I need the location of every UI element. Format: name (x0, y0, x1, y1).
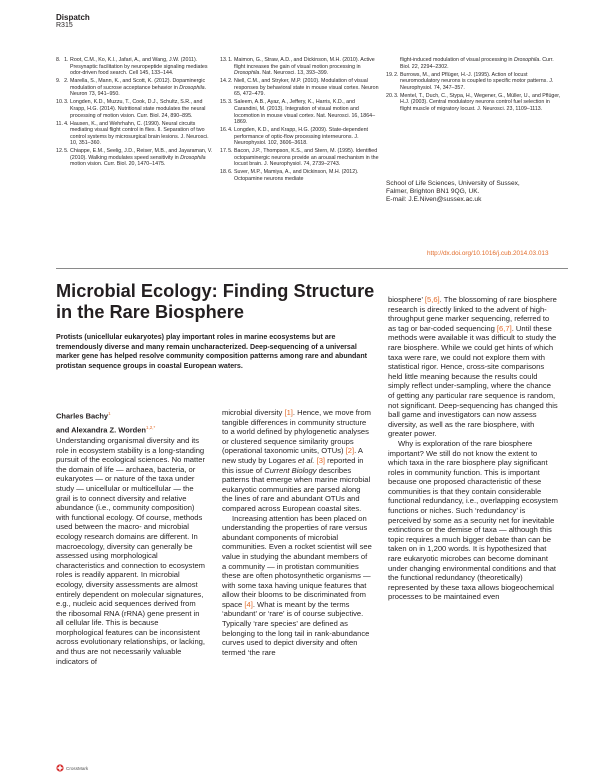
body-paragraph: microbial diversity [1]. Hence, we move from tangible differences in community structure to a world defined by phylogenetic analyses or clustered sequence similarity groups (operational taxonomic units, OTUs) [2]. A new study by Logares et al. [3] reported in this issue of Current Biology describes patterns that emerge when marine microbial eukaryotic communities are parsed along the lines of rare and abundant OTUs and compared across European coastal sites. (222, 408, 371, 513)
article-abstract: Protists (unicellular eukaryotes) play important roles in marine ecosystems but are tremendously diverse and many remain uncharacterized. Deep-sequencing of a universal marker gene has helped resolve community composition patterns among rare and abundant protistan sequence groups in coastal European waters. (56, 333, 368, 370)
citation-link[interactable]: [2] (345, 446, 355, 456)
citation-link[interactable]: [6,7] (496, 323, 512, 333)
reference-item: 5. 12. Chiappe, E.M., Seelig, J.D., Reiser, M.B., and Jayaraman, V. (2010). Walking modulates speed sensitivity in Drosophila motion vision. Curr. Biol. 20, 1470–1475. (70, 148, 216, 168)
body-paragraph: Understanding organismal diversity and its role in ecosystem stability is a long-standing pursuit of the ecological sciences. No matter the domain of life — archaea, bacteria, or eukaryotes — or nature of the taxa under study — unicellular or multicellular — the grail is to connect diversity and relative abundance (i.e., community composition) with functional ecology. Of course, methods used between the macro- and microbial ecology research domains are different. In macroecology, diversity can generally be assessed using morphological characteristics and connection to ecosystem roles is readily apparent. In microbial ecology, diversity assessments are almost entirely dependent on molecular signatures, e.g., nucleic acid sequences derived from the ribosomal RNA (rRNA) gene present in all cellular life. This is because morphological features can be inconsistent across evolutionary relationships, or lacking, and thus are not necessarily valuable indicators of (56, 436, 205, 666)
reference-item: 3. 20. Mentel, T., Duch, C., Stypa, H., Wegener, G., Müller, U., and Pflüger, H.J. (2003). Central modulatory neurons control fuel selection in flight muscle of migratory locust. J. Neurosci. 23, 1109–1113. (400, 93, 562, 113)
reference-item: 2. 19. Burrows, M., and Pflüger, H.-J. (1995). Action of locust neuromodulatory neurons is coupled to specific motor patterns. J. Neurophysiol. 74, 347–357. (400, 72, 562, 92)
reference-item: 2. 14. Niell, C.M., and Stryker, M.P. (2010). Modulation of visual responses by behavioral state in mouse visual cortex. Neuron 65, 472–479. (234, 78, 380, 98)
author-list (56, 408, 155, 435)
body-paragraph: Why is exploration of the rare biosphere important? We still do not know the extent to which taxa in the rare biosphere play significant roles in community function. This is important because one proposed characteristic of these communities is that they contain considerable functional redundancy, i.e., overlapping ecosystem functions or niches. Such ‘redundancy’ is perceived by some as a security net for inevitable extinctions or the demise of taxa — although this topic requires a much bigger debate than can be taken on in 1,200 words. It is hypothesized that rare eukaryotic microbes can become dominant under changing environmental conditions and that the functional redundancy (theoretically) represented by these taxa allows biogeochemical processes to be maintained even (388, 438, 558, 602)
citation-link[interactable]: [3] (316, 455, 326, 465)
author-affiliation (386, 180, 566, 204)
affiliation-line: Falmer, Brighton BN1 9QG, UK. (386, 188, 480, 195)
author-name: Charles Bachy (56, 411, 109, 421)
doi-link[interactable]: http://dx.doi.org/10.1016/j.cub.2014.03.013 (427, 250, 549, 257)
page-header (56, 13, 90, 30)
reference-list (386, 57, 562, 113)
author-line (56, 408, 155, 422)
affiliation-email-line: E-mail: J.E.Niven@sussex.ac.uk (386, 196, 482, 203)
reference-list (56, 57, 216, 168)
crossmark-badge[interactable] (56, 764, 88, 772)
reference-item: 6. 18. Suver, M.P., Mamiya, A., and Dickinson, M.H. (2012). Octopamine neurons mediate (234, 169, 380, 182)
journal-section: Dispatch (56, 13, 90, 22)
references-column-2 (220, 57, 380, 184)
crossmark-icon (56, 764, 64, 772)
reference-item: 3. 15. Saleem, A.B., Ayaz, A., Jeffery, K., Harris, K.D., and Carandini, M. (2013). Integration of visual motion and locomotion in mouse visual cortex. Nat. Neurosci. 16, 1864–1869. (234, 99, 380, 125)
reference-item: 4. 16. Longden, K.D., and Krapp, H.G. (2009). State-dependent performance of optic-flow processing interneurons. J. Neurophysiol. 102, 3606–3618. (234, 127, 380, 147)
author-affiliation-marker: 1,2,* (146, 424, 156, 430)
references-column-1 (56, 57, 216, 169)
article-title: Microbial Ecology: Finding Structure in the Rare Biosphere (56, 281, 375, 322)
author-affiliation-marker: 1 (108, 411, 111, 416)
reference-item: 4. 11. Hausen, K., and Wehrhahn, C. (1990). Neural circuits mediating visual flight control in flies. II. Separation of two control systems by microsurgical brain lesions. J. Neurosci. 10, 351–360. (70, 121, 216, 147)
citation-link[interactable]: [4] (244, 599, 253, 609)
page-number: R315 (56, 22, 73, 29)
reference-item: 5. 17. Bacon, J.P., Thompson, K.S., and Stern, M. (1995). Identified octopaminergic neurons provide an arousal mechanism in the locust brain. J. Neurophysiol. 74, 2739–2743. (234, 148, 380, 168)
author-name: Alexandra Z. Worden (71, 425, 147, 434)
references-column-3 (386, 57, 562, 114)
reference-item: 3. 10. Longden, K.D., Muzzu, T., Cook, D.J., Schultz, S.R., and Krapp, H.G. (2014). Nutritional state modulates the neural processing of motion vision. Curr. Biol. 24, 890–895. (70, 99, 216, 119)
reference-list (220, 57, 380, 183)
body-paragraph: biosphere’ [5,6]. The blossoming of rare biosphere research is directly linked to the advent of high-throughput gene marker sequencing, referred to as tag or bar-coded sequencing [6,7]. Until these methods were available it was difficult to study the rare biosphere. While we could get hints of which taxa were rare, we could not explore them with statistical rigor. Hence, cross-site comparisons held little meaning because the results could simply reflect under-sampling, where the chance of getting any particular rare sequence is random, not significant. Deep-sequencing has changed this ball game and investigators can now assess diversity, as well as the rare biosphere, with greater power. (388, 295, 558, 439)
citation-link[interactable]: [5,6] (424, 295, 440, 304)
body-column-2 (222, 408, 372, 657)
section-divider (56, 268, 568, 269)
reference-item: 2. 9. Marella, S., Mann, K., and Scott, K. (2012). Dopaminergic modulation of sucrose acceptance behavior in Drosophila. Neuron 73, 941–950. (70, 78, 216, 98)
reference-item: 1. 13. Maimon, G., Straw, A.D., and Dickinson, M.H. (2010). Active flight increases the gain of visual motion processing in Drosophila. Nat. Neurosci. 13, 393–399. (234, 57, 380, 77)
email-link[interactable]: J.E.Niven@sussex.ac.uk (408, 196, 482, 203)
body-column-1 (56, 436, 206, 666)
crossmark-label: CrossMark (66, 765, 89, 771)
affiliation-line: School of Life Sciences, University of Sussex, (386, 180, 520, 187)
citation-link[interactable]: [1] (284, 408, 293, 417)
body-column-3 (388, 295, 558, 602)
author-line: and Alexandra Z. Worden$^{1,2,*}$ (56, 424, 156, 434)
reference-item: flight-induced modulation of visual processing in Drosophila. Curr. Biol. 22, 2294–2302. (400, 57, 554, 70)
reference-item: 1. 8. Root, C.M., Ko, K.I., Jafari, A., and Wang, J.W. (2011). Presynaptic facilitation by neuropeptide signaling mediates odor-driven food search. Cell 145, 133–144. (70, 57, 216, 77)
body-paragraph: Increasing attention has been placed on understanding the properties of rare versus abundant components of microbial communities. Even a rocket scientist will see value in studying the abundant members of a community — in protistan communities these are often photosynthetic organisms — with some taxa having unique features that allow their blooms to be discriminated from space [4]. What is meant by the terms ‘abundant’ or ‘rare’ is of course subjective. Typically ‘rare species’ are defined as belonging to the long tail in rank-abundance curves used to depict diversity and often termed ‘the rare (222, 513, 372, 657)
